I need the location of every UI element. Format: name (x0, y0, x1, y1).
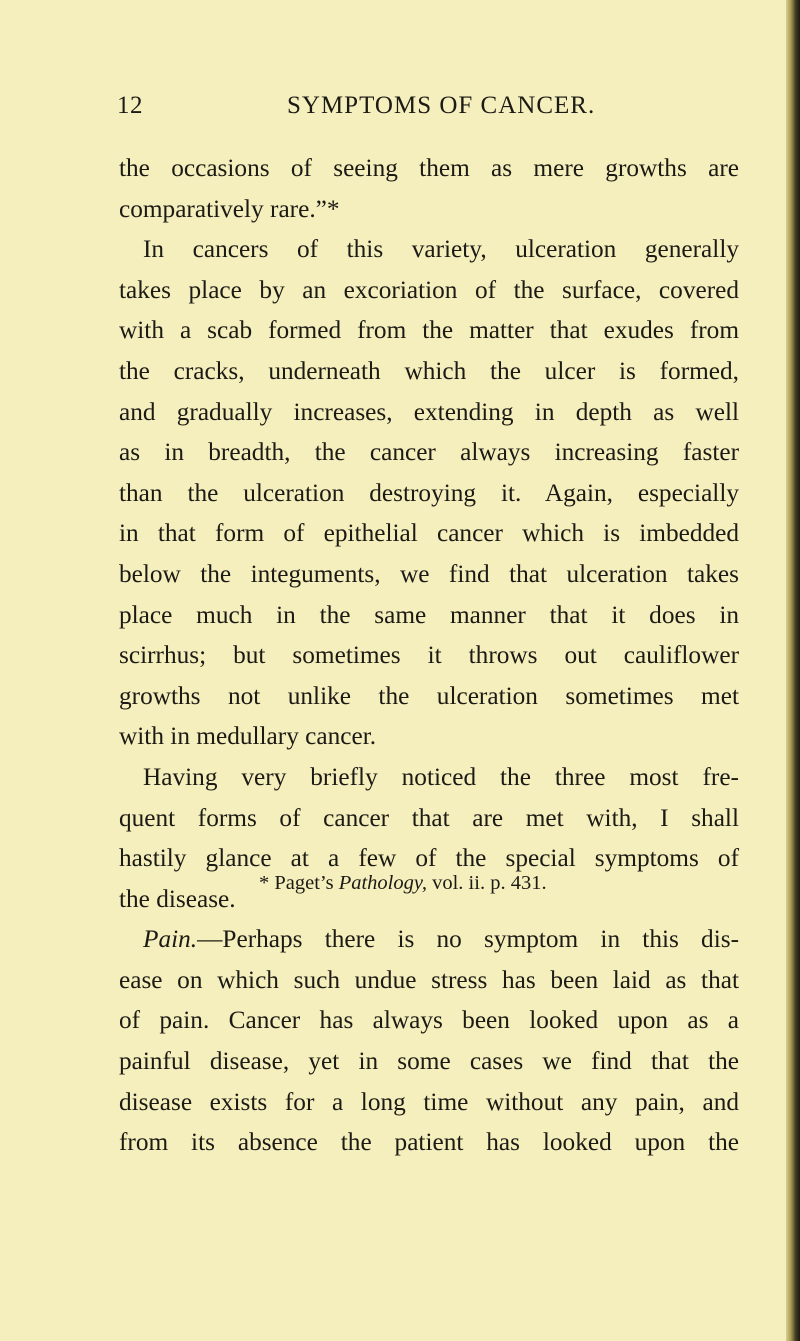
page-binding-edge (786, 0, 800, 1341)
text-line: hastily glance at a few of the special symptoms of (119, 844, 739, 873)
text-line: quent forms of cancer that are met with, I shall (119, 803, 739, 832)
body-text (119, 148, 739, 1163)
text-line: below the integuments, we find that ulceration takes (119, 559, 739, 588)
pain-paragraph-first-line (119, 919, 739, 960)
text-line: painful disease, yet in some cases we find that the (119, 1047, 739, 1076)
text-line: than the ulceration destroying it. Again, especially (119, 478, 739, 507)
text-line: the cracks, underneath which the ulcer is formed, (119, 356, 739, 385)
text-line: growths not unlike the ulceration sometimes met (119, 681, 739, 710)
footnote-prefix: Paget’s (274, 872, 334, 894)
text-line: with in medullary cancer. (119, 722, 377, 751)
text-line: of pain. Cancer has always been looked upon as a (119, 1006, 739, 1035)
text-line: the occasions of seeing them as mere growths are (119, 154, 739, 182)
footnote-title: Pathology, (338, 872, 427, 894)
text-line: scirrhus; but sometimes it throws out cauliflower (119, 641, 739, 670)
footnote (259, 872, 547, 895)
text-line: the disease. (119, 884, 236, 913)
text-line-remainder: —Perhaps there is no symptom in this dis- (197, 925, 739, 954)
text-line: place much in the same manner that it does in (119, 600, 739, 629)
page-number: 12 (117, 92, 143, 119)
text-line: with a scab formed from the matter that exudes from (119, 316, 739, 345)
pain-heading: Pain. (143, 925, 198, 954)
running-head (117, 92, 737, 132)
text-line: ease on which such undue stress has been laid as that (119, 965, 739, 994)
text-line: disease exists for a long time without any pain, and (119, 1087, 739, 1116)
text-line: and gradually increases, extending in depth as well (119, 397, 739, 426)
footnote-marker: * (259, 872, 270, 894)
text-line: in that form of epithelial cancer which is imbedded (119, 519, 739, 548)
text-line: from its absence the patient has looked upon the (119, 1128, 739, 1157)
text-line: Having very briefly noticed the three most fre- (143, 762, 739, 791)
text-line: takes place by an excoriation of the surface, covered (119, 275, 739, 304)
text-line: comparatively rare.”* (119, 194, 340, 223)
text-line: In cancers of this variety, ulceration generally (143, 235, 739, 264)
running-title: SYMPTOMS OF CANCER. (287, 92, 596, 119)
text-line: as in breadth, the cancer always increasing faster (119, 438, 739, 467)
footnote-suffix: vol. ii. p. 431. (432, 872, 547, 894)
